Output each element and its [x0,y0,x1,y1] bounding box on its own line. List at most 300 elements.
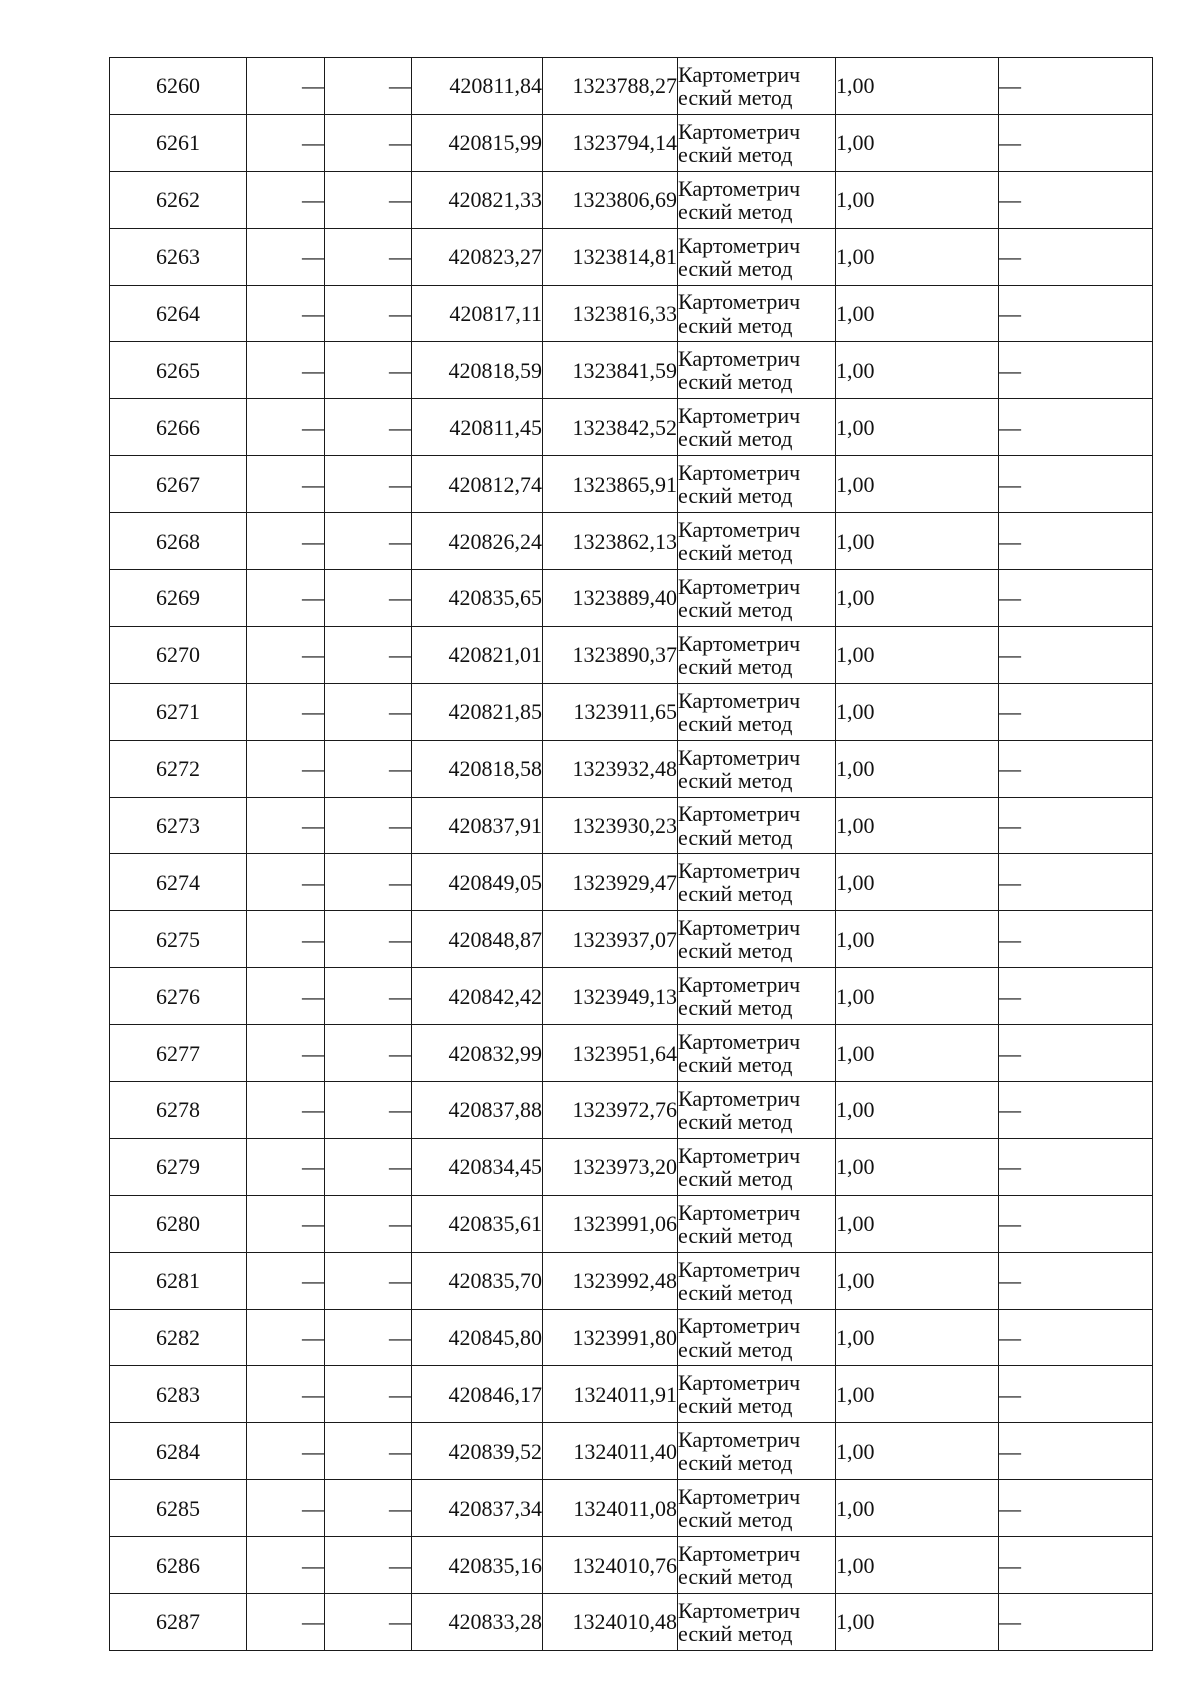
method-cell [678,1366,836,1423]
method-text-line: Картометрич [678,687,801,713]
accuracy-cell: 1,00 [836,683,999,740]
x-coordinate-cell: 420834,45 [412,1138,543,1195]
method-text-line: Картометрич [678,1597,801,1623]
accuracy-cell: 1,00 [836,1195,999,1252]
point-number-cell: 6277 [110,1025,247,1082]
description-cell: — [999,1423,1153,1480]
method-text-line: еский метод [678,596,793,622]
old-y-cell: — [325,740,412,797]
old-x-cell: — [247,1252,325,1309]
old-x-cell: — [247,1537,325,1594]
method-text-line: еский метод [678,198,793,224]
point-number-cell: 6261 [110,114,247,171]
method-cell [678,626,836,683]
old-y-cell: — [325,1423,412,1480]
accuracy-cell: 1,00 [836,342,999,399]
method-text-line: Картометрич [678,118,801,144]
accuracy-cell: 1,00 [836,1594,999,1651]
description-cell: — [999,626,1153,683]
method-text-line: еский метод [678,767,793,793]
table-row [110,1195,1153,1252]
old-y-cell: — [325,797,412,854]
method-text-line: еский метод [678,1052,793,1078]
old-x-cell: — [247,1366,325,1423]
old-x-cell: — [247,683,325,740]
description-cell: — [999,1480,1153,1537]
old-x-cell: — [247,114,325,171]
method-cell [678,797,836,854]
table-row [110,114,1153,171]
method-text-line: Картометрич [678,1199,801,1225]
y-coordinate-cell: 1324011,40 [543,1423,678,1480]
accuracy-cell: 1,00 [836,740,999,797]
method-cell [678,570,836,627]
method-text-line: Картометрич [678,801,801,827]
method-cell [678,1138,836,1195]
table-row [110,626,1153,683]
table-row [110,1537,1153,1594]
table-body [110,58,1153,1651]
method-text-line: Картометрич [678,1028,801,1054]
old-y-cell: — [325,570,412,627]
point-number-cell: 6287 [110,1594,247,1651]
method-text-line: Картометрич [678,460,801,486]
point-number-cell: 6267 [110,456,247,513]
description-cell: — [999,968,1153,1025]
old-x-cell: — [247,399,325,456]
point-number-cell: 6280 [110,1195,247,1252]
method-text-line: еский метод [678,1336,793,1362]
method-cell [678,1537,836,1594]
accuracy-cell: 1,00 [836,911,999,968]
method-cell [678,1082,836,1139]
description-cell: — [999,1537,1153,1594]
table-row [110,456,1153,513]
coordinates-table [109,57,1153,1651]
accuracy-cell: 1,00 [836,58,999,115]
description-cell: — [999,1366,1153,1423]
point-number-cell: 6281 [110,1252,247,1309]
accuracy-cell: 1,00 [836,1423,999,1480]
method-text-line: еский метод [678,1279,793,1305]
x-coordinate-cell: 420833,28 [412,1594,543,1651]
method-text-line: еский метод [678,995,793,1021]
x-coordinate-cell: 420818,59 [412,342,543,399]
y-coordinate-cell: 1323889,40 [543,570,678,627]
accuracy-cell: 1,00 [836,114,999,171]
description-cell: — [999,456,1153,513]
method-text-line: еский метод [678,710,793,736]
old-x-cell: — [247,740,325,797]
old-y-cell: — [325,911,412,968]
method-text-line: Картометрич [678,346,801,372]
method-cell [678,171,836,228]
method-text-line: еский метод [678,1507,793,1533]
y-coordinate-cell: 1323930,23 [543,797,678,854]
method-text-line: еский метод [678,881,793,907]
old-y-cell: — [325,1594,412,1651]
method-cell [678,1252,836,1309]
method-text-line: Картометрич [678,61,801,87]
x-coordinate-cell: 420848,87 [412,911,543,968]
y-coordinate-cell: 1323911,65 [543,683,678,740]
method-cell [678,342,836,399]
method-text-line: еский метод [678,1393,793,1419]
y-coordinate-cell: 1323788,27 [543,58,678,115]
accuracy-cell: 1,00 [836,1082,999,1139]
x-coordinate-cell: 420845,80 [412,1309,543,1366]
description-cell: — [999,285,1153,342]
point-number-cell: 6265 [110,342,247,399]
method-text-line: еский метод [678,312,793,338]
y-coordinate-cell: 1324010,76 [543,1537,678,1594]
method-text-line: еский метод [678,84,793,110]
method-cell [678,1195,836,1252]
table-row [110,399,1153,456]
method-cell [678,968,836,1025]
method-text-line: еский метод [678,1165,793,1191]
x-coordinate-cell: 420821,33 [412,171,543,228]
old-x-cell: — [247,797,325,854]
old-x-cell: — [247,1138,325,1195]
point-number-cell: 6264 [110,285,247,342]
table-row [110,570,1153,627]
y-coordinate-cell: 1323814,81 [543,228,678,285]
y-coordinate-cell: 1323865,91 [543,456,678,513]
table-row [110,740,1153,797]
old-y-cell: — [325,1480,412,1537]
table-row [110,1138,1153,1195]
y-coordinate-cell: 1323932,48 [543,740,678,797]
method-text-line: Картометрич [678,858,801,884]
accuracy-cell: 1,00 [836,626,999,683]
old-x-cell: — [247,228,325,285]
accuracy-cell: 1,00 [836,570,999,627]
point-number-cell: 6286 [110,1537,247,1594]
table-row [110,285,1153,342]
method-text-line: еский метод [678,824,793,850]
accuracy-cell: 1,00 [836,1025,999,1082]
description-cell: — [999,854,1153,911]
old-x-cell: — [247,1025,325,1082]
description-cell: — [999,797,1153,854]
method-cell [678,854,836,911]
old-x-cell: — [247,1082,325,1139]
old-y-cell: — [325,114,412,171]
y-coordinate-cell: 1323951,64 [543,1025,678,1082]
method-text-line: Картометрич [678,1370,801,1396]
table-row [110,171,1153,228]
description-cell: — [999,58,1153,115]
old-x-cell: — [247,626,325,683]
description-cell: — [999,1082,1153,1139]
point-number-cell: 6275 [110,911,247,968]
old-x-cell: — [247,342,325,399]
method-text-line: Картометрич [678,573,801,599]
description-cell: — [999,513,1153,570]
y-coordinate-cell: 1323862,13 [543,513,678,570]
x-coordinate-cell: 420842,42 [412,968,543,1025]
method-text-line: Картометрич [678,1313,801,1339]
method-cell [678,740,836,797]
point-number-cell: 6271 [110,683,247,740]
old-x-cell: — [247,1480,325,1537]
method-text-line: Картометрич [678,972,801,998]
old-y-cell: — [325,399,412,456]
y-coordinate-cell: 1324011,08 [543,1480,678,1537]
description-cell: — [999,570,1153,627]
description-cell: — [999,228,1153,285]
point-number-cell: 6263 [110,228,247,285]
y-coordinate-cell: 1323991,80 [543,1309,678,1366]
point-number-cell: 6278 [110,1082,247,1139]
accuracy-cell: 1,00 [836,1309,999,1366]
accuracy-cell: 1,00 [836,456,999,513]
point-number-cell: 6260 [110,58,247,115]
old-y-cell: — [325,968,412,1025]
old-y-cell: — [325,626,412,683]
accuracy-cell: 1,00 [836,1537,999,1594]
x-coordinate-cell: 420815,99 [412,114,543,171]
old-y-cell: — [325,1025,412,1082]
method-text-line: Картометрич [678,175,801,201]
old-x-cell: — [247,1423,325,1480]
method-cell [678,911,836,968]
old-x-cell: — [247,58,325,115]
x-coordinate-cell: 420835,65 [412,570,543,627]
y-coordinate-cell: 1323794,14 [543,114,678,171]
x-coordinate-cell: 420818,58 [412,740,543,797]
old-x-cell: — [247,1594,325,1651]
old-x-cell: — [247,1309,325,1366]
table-row [110,1366,1153,1423]
method-text-line: еский метод [678,1564,793,1590]
old-y-cell: — [325,513,412,570]
point-number-cell: 6274 [110,854,247,911]
accuracy-cell: 1,00 [836,285,999,342]
method-cell [678,513,836,570]
point-number-cell: 6283 [110,1366,247,1423]
method-text-line: еский метод [678,1108,793,1134]
old-y-cell: — [325,1138,412,1195]
description-cell: — [999,1025,1153,1082]
old-y-cell: — [325,1195,412,1252]
method-cell [678,1025,836,1082]
table-row [110,513,1153,570]
method-text-line: еский метод [678,483,793,509]
method-text-line: Картометрич [678,1541,801,1566]
y-coordinate-cell: 1323929,47 [543,854,678,911]
old-y-cell: — [325,1537,412,1594]
x-coordinate-cell: 420821,85 [412,683,543,740]
method-text-line: еский метод [678,1450,793,1476]
method-cell [678,114,836,171]
x-coordinate-cell: 420811,84 [412,58,543,115]
y-coordinate-cell: 1323973,20 [543,1138,678,1195]
method-text-line: еский метод [678,369,793,395]
point-number-cell: 6279 [110,1138,247,1195]
accuracy-cell: 1,00 [836,968,999,1025]
description-cell: — [999,342,1153,399]
point-number-cell: 6282 [110,1309,247,1366]
old-x-cell: — [247,911,325,968]
method-cell [678,399,836,456]
table-row [110,1252,1153,1309]
method-cell [678,1480,836,1537]
x-coordinate-cell: 420832,99 [412,1025,543,1082]
y-coordinate-cell: 1323890,37 [543,626,678,683]
x-coordinate-cell: 420817,11 [412,285,543,342]
accuracy-cell: 1,00 [836,854,999,911]
table-row [110,683,1153,740]
method-text-line: Картометрич [678,1142,801,1168]
method-cell [678,1594,836,1651]
accuracy-cell: 1,00 [836,1480,999,1537]
table-row [110,1480,1153,1537]
x-coordinate-cell: 420846,17 [412,1366,543,1423]
old-y-cell: — [325,228,412,285]
y-coordinate-cell: 1323949,13 [543,968,678,1025]
y-coordinate-cell: 1323972,76 [543,1082,678,1139]
point-number-cell: 6270 [110,626,247,683]
description-cell: — [999,171,1153,228]
y-coordinate-cell: 1323937,07 [543,911,678,968]
x-coordinate-cell: 420837,34 [412,1480,543,1537]
point-number-cell: 6273 [110,797,247,854]
y-coordinate-cell: 1324011,91 [543,1366,678,1423]
x-coordinate-cell: 420812,74 [412,456,543,513]
method-text-line: еский метод [678,653,793,679]
description-cell: — [999,114,1153,171]
method-text-line: Картометрич [678,289,801,315]
old-x-cell: — [247,171,325,228]
table-row [110,911,1153,968]
table-row [110,1423,1153,1480]
table-row [110,854,1153,911]
x-coordinate-cell: 420849,05 [412,854,543,911]
point-number-cell: 6262 [110,171,247,228]
x-coordinate-cell: 420837,91 [412,797,543,854]
description-cell: — [999,1138,1153,1195]
x-coordinate-cell: 420823,27 [412,228,543,285]
method-text-line: Картометрич [678,1427,801,1453]
y-coordinate-cell: 1324010,48 [543,1594,678,1651]
method-text-line: Картометрич [678,1085,801,1111]
method-text-line: Картометрич [678,1484,801,1510]
point-number-cell: 6269 [110,570,247,627]
old-y-cell: — [325,1082,412,1139]
point-number-cell: 6268 [110,513,247,570]
method-cell [678,285,836,342]
old-y-cell: — [325,854,412,911]
table-row [110,1594,1153,1651]
x-coordinate-cell: 420839,52 [412,1423,543,1480]
accuracy-cell: 1,00 [836,1138,999,1195]
old-x-cell: — [247,854,325,911]
x-coordinate-cell: 420835,70 [412,1252,543,1309]
accuracy-cell: 1,00 [836,1252,999,1309]
method-cell [678,58,836,115]
x-coordinate-cell: 420835,61 [412,1195,543,1252]
method-text-line: еский метод [678,1620,793,1646]
accuracy-cell: 1,00 [836,513,999,570]
old-x-cell: — [247,1195,325,1252]
method-cell [678,683,836,740]
y-coordinate-cell: 1323841,59 [543,342,678,399]
method-text-line: Картометрич [678,232,801,258]
y-coordinate-cell: 1323991,06 [543,1195,678,1252]
point-number-cell: 6272 [110,740,247,797]
method-cell [678,456,836,513]
method-text-line: еский метод [678,938,793,964]
table-row [110,1309,1153,1366]
old-y-cell: — [325,456,412,513]
old-y-cell: — [325,683,412,740]
old-x-cell: — [247,968,325,1025]
description-cell: — [999,1594,1153,1651]
table-row [110,58,1153,115]
x-coordinate-cell: 420821,01 [412,626,543,683]
point-number-cell: 6276 [110,968,247,1025]
old-y-cell: — [325,1309,412,1366]
method-text-line: еский метод [678,540,793,566]
x-coordinate-cell: 420826,24 [412,513,543,570]
y-coordinate-cell: 1323842,52 [543,399,678,456]
old-y-cell: — [325,342,412,399]
accuracy-cell: 1,00 [836,1366,999,1423]
table-row [110,228,1153,285]
x-coordinate-cell: 420837,88 [412,1082,543,1139]
accuracy-cell: 1,00 [836,228,999,285]
method-text-line: еский метод [678,255,793,281]
old-x-cell: — [247,456,325,513]
method-text-line: Картометрич [678,1256,801,1282]
method-text-line: еский метод [678,1222,793,1248]
method-text-line: еский метод [678,426,793,452]
point-number-cell: 6284 [110,1423,247,1480]
y-coordinate-cell: 1323992,48 [543,1252,678,1309]
accuracy-cell: 1,00 [836,797,999,854]
table-row [110,1082,1153,1139]
method-cell [678,228,836,285]
table-row [110,797,1153,854]
method-cell [678,1309,836,1366]
method-text-line: Картометрич [678,630,801,656]
old-y-cell: — [325,1366,412,1423]
old-x-cell: — [247,513,325,570]
point-number-cell: 6285 [110,1480,247,1537]
old-y-cell: — [325,171,412,228]
x-coordinate-cell: 420811,45 [412,399,543,456]
method-text-line: Картометрич [678,403,801,429]
description-cell: — [999,1309,1153,1366]
point-number-cell: 6266 [110,399,247,456]
description-cell: — [999,399,1153,456]
method-cell [678,1423,836,1480]
method-text-line: Картометрич [678,516,801,542]
old-x-cell: — [247,570,325,627]
accuracy-cell: 1,00 [836,399,999,456]
method-text-line: еский метод [678,141,793,167]
y-coordinate-cell: 1323806,69 [543,171,678,228]
accuracy-cell: 1,00 [836,171,999,228]
old-y-cell: — [325,285,412,342]
description-cell: — [999,1252,1153,1309]
description-cell: — [999,1195,1153,1252]
description-cell: — [999,740,1153,797]
old-x-cell: — [247,285,325,342]
table-row [110,968,1153,1025]
